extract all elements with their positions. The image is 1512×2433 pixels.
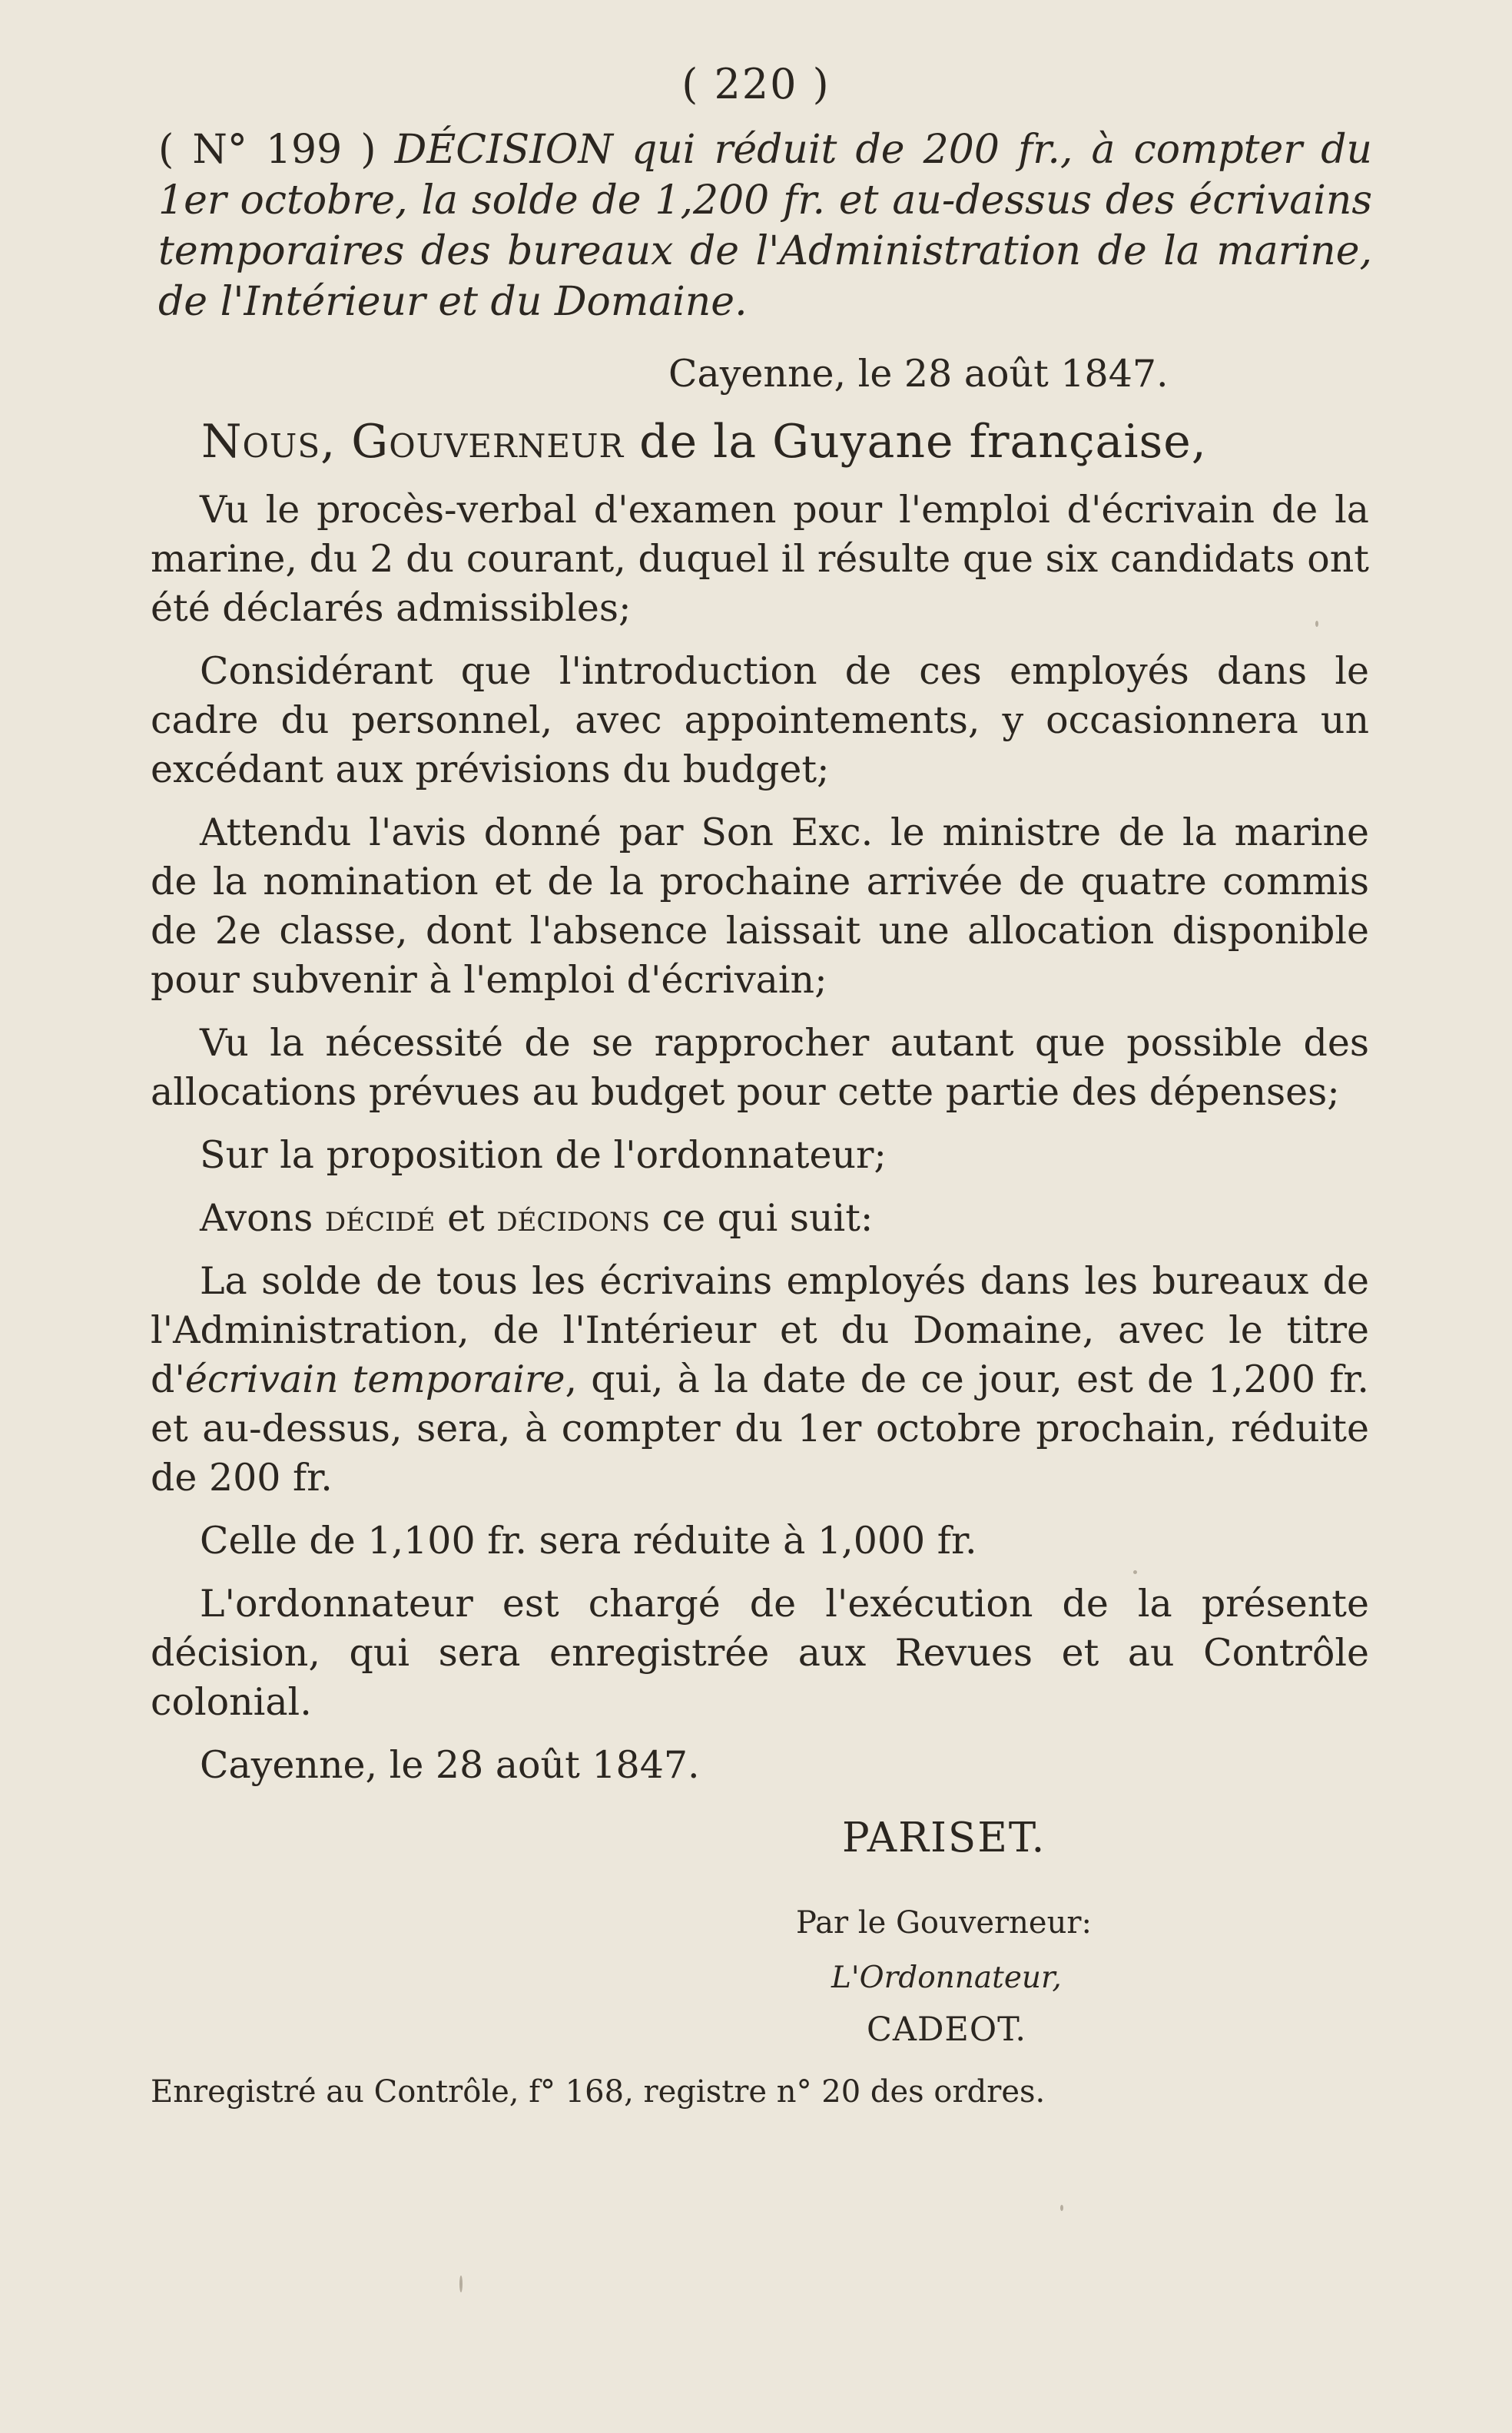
paragraph-vu-necessite: Vu la nécessité de se rapprocher autant que possible des allocations prévues au budget pour cette partie des dépenses; bbox=[151, 1021, 1369, 1114]
paragraph-closing-date: Cayenne, le 28 août 1847. bbox=[200, 1743, 700, 1787]
gouverneur-word: Gouverneur bbox=[351, 415, 625, 469]
paragraph-avons-decide bbox=[151, 1194, 1369, 1243]
nous-rest: de la Guyane française, bbox=[639, 415, 1207, 469]
decision-title: DÉCISION qui réduit de 200 fr., à compter du 1er octobre, la solde de 1,200 fr. et au-dessus des écrivains temporaires des bureaux de l'Administration de la marine, de l'Intérieur et du Domaine. bbox=[158, 127, 1372, 325]
paragraph-celle: Celle de 1,100 fr. sera réduite à 1,000 fr. bbox=[200, 1519, 977, 1563]
paper-speck bbox=[1133, 1570, 1137, 1574]
paper-speck bbox=[1315, 621, 1318, 627]
decide-word: décidé bbox=[324, 1196, 436, 1240]
avons-word: Avons bbox=[200, 1196, 313, 1240]
decision-body bbox=[151, 486, 1369, 1804]
registration-footer: Enregistré au Contrôle, f° 168, registre n° 20 des ordres. bbox=[151, 2074, 1046, 2110]
paragraph-proposition: Sur la proposition de l'ordonnateur; bbox=[200, 1133, 887, 1177]
paper-speck bbox=[459, 2276, 463, 2292]
page-number: ( 220 ) bbox=[681, 60, 831, 108]
solde-italic: écrivain temporaire bbox=[184, 1357, 565, 1401]
nous-word: Nous bbox=[201, 415, 321, 469]
paragraph-ordonnateur: L'ordonnateur est chargé de l'exécution de la présente décision, qui sera enregistrée aux Revues et au Contrôle colonial. bbox=[151, 1582, 1369, 1724]
signature-pariset: PARISET. bbox=[842, 1815, 1046, 1861]
decision-number: ( N° 199 ) bbox=[158, 127, 376, 173]
decidons-word: décidons bbox=[496, 1196, 651, 1240]
paper-speck bbox=[1060, 2205, 1063, 2211]
solde-part1: La solde de tous les écrivains employés dans les bureaux de l'Administration, de l'Intérieur et du Domaine, avec le titre d' bbox=[151, 1259, 1369, 1401]
paragraph-solde bbox=[151, 1257, 1369, 1503]
signature-cadeot: CADEOT. bbox=[867, 2010, 1027, 2049]
solde-part2: , qui, à la date de ce jour, est de 1,200 fr. et au-dessus, sera, à compter du 1er octobre prochain, réduite de 200 fr. bbox=[151, 1357, 1369, 1500]
decision-heading bbox=[158, 124, 1372, 327]
paragraph-considerant: Considérant que l'introduction de ces employés dans le cadre du personnel, avec appointements, y occasionnera un excédant aux prévisions du budget; bbox=[151, 649, 1369, 791]
et-word: et bbox=[447, 1196, 485, 1240]
paragraph-vu-proces-verbal: Vu le procès-verbal d'examen pour l'emploi d'écrivain de la marine, du 2 du courant, duquel il résulte que six candidats ont été déclarés admissibles; bbox=[151, 488, 1369, 630]
dateline: Cayenne, le 28 août 1847. bbox=[668, 352, 1169, 396]
signature-par-gouverneur: Par le Gouverneur: bbox=[796, 1905, 1092, 1941]
paragraph-attendu: Attendu l'avis donné par Son Exc. le ministre de la marine de la nomination et de la prochaine arrivée de quatre commis de 2e classe, dont l'absence laissait une allocation disponible pour subvenir à l'emploi d'écrivain; bbox=[151, 810, 1369, 1002]
avons-rest: ce qui suit: bbox=[662, 1196, 874, 1240]
nous-gouverneur-line: Nous, Gouverneur de la Guyane française, bbox=[201, 415, 1207, 469]
signature-ordonnateur-role: L'Ordonnateur, bbox=[831, 1961, 1062, 1995]
